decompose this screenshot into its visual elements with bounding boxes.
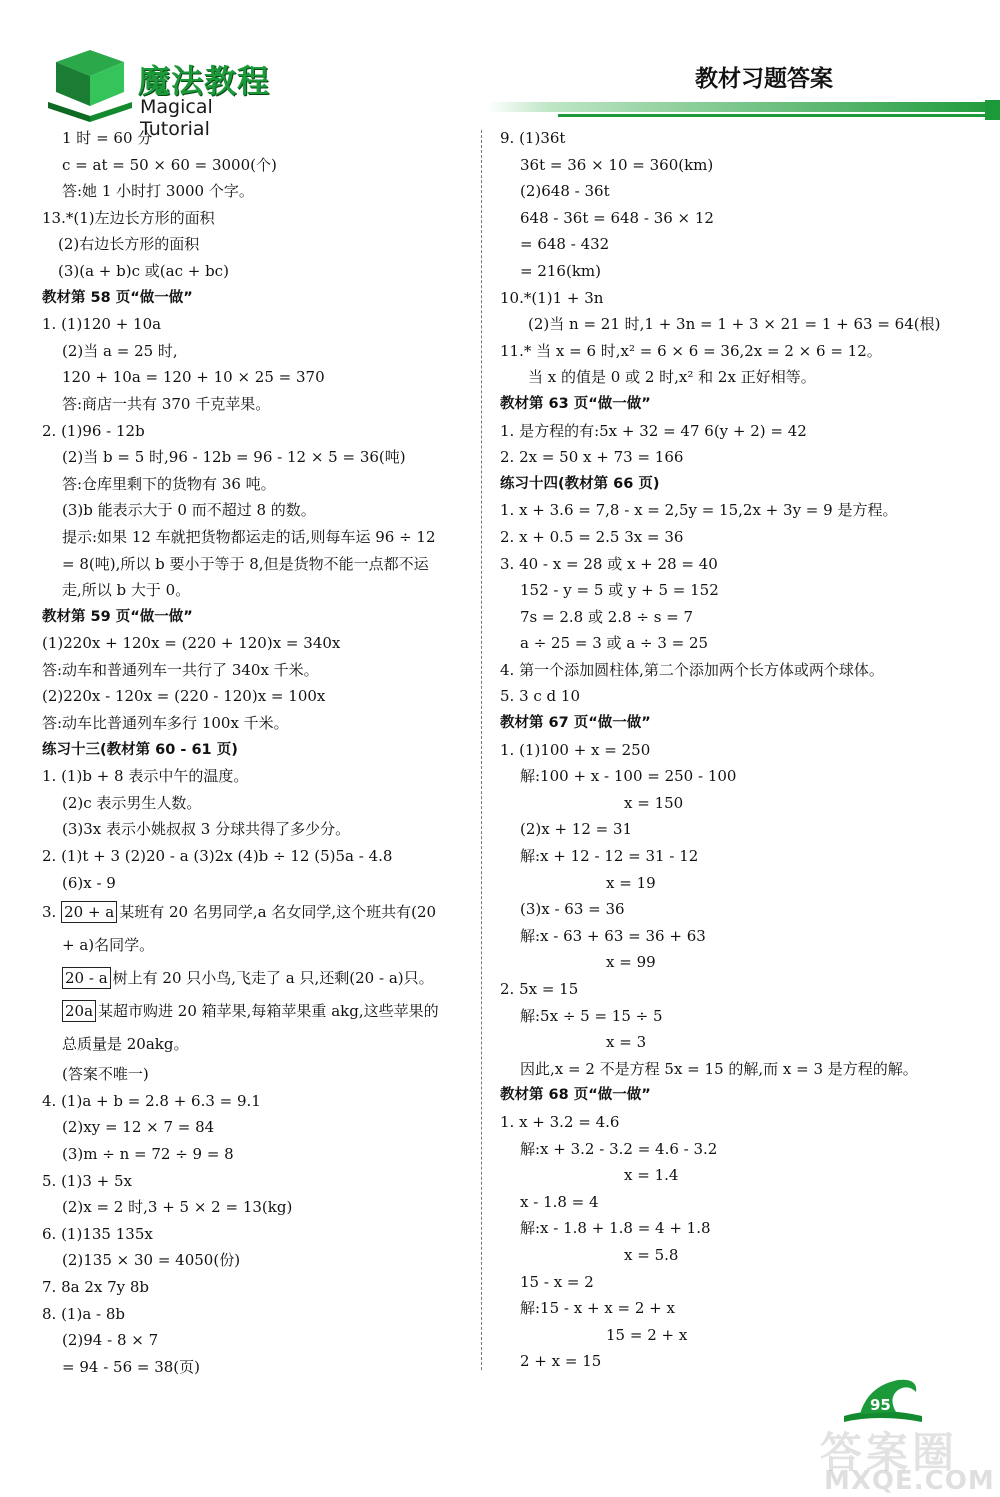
answer-line: = 94 - 56 = 38(页) (62, 1357, 201, 1376)
answer-line: (3)m ÷ n = 72 ÷ 9 = 8 (62, 1145, 234, 1163)
answer-line: 答:仓库里剩下的货物有 36 吨。 (62, 474, 276, 493)
answer-line: (2)当 b = 5 时,96 - 12b = 96 - 12 × 5 = 36(吨) (62, 448, 406, 467)
answer-line: x = 19 (606, 873, 656, 892)
answer-line: 2. x + 0.5 = 2.5 3x = 36 (500, 527, 684, 546)
section-heading: 教材第 63 页“做一做” (500, 395, 651, 412)
answer-line: (3)x - 63 = 36 (520, 900, 625, 919)
answer-line: x = 99 (606, 953, 656, 972)
boxed-expression: 20a (62, 1000, 96, 1022)
answer-line: 8. (1)a - 8b (42, 1304, 126, 1323)
section-heading: 教材第 68 页“做一做” (500, 1087, 651, 1104)
answer-line: 1. (1)b + 8 表示中午的温度。 (42, 767, 249, 786)
section-heading: 练习十三(教材第 60 - 61 页) (42, 741, 238, 758)
answer-line: (2)x + 12 = 31 (520, 820, 633, 839)
answer-line: 1. 是方程的有:5x + 32 = 47 6(y + 2) = 42 (500, 421, 807, 440)
boxed-expression: 20 + a (61, 901, 117, 923)
title-underline-bar (488, 100, 1000, 120)
left-answer-column (42, 125, 467, 1380)
answer-line: (2)220x - 120x = (220 - 120)x = 100x (42, 687, 326, 706)
answer-line: = 216(km) (520, 261, 601, 280)
answer-line: 解:5x ÷ 5 = 15 ÷ 5 (520, 1006, 663, 1025)
answer-line: 答:动车和普通列车一共行了 340x 千米。 (42, 660, 319, 679)
answer-line: 15 = 2 + x (606, 1325, 688, 1344)
answer-line: 解:x + 12 - 12 = 31 - 12 (520, 847, 699, 866)
answer-line: 1 时 = 60 分 (62, 129, 153, 147)
answer-line: (2)x = 2 时,3 + 5 × 2 = 13(kg) (62, 1198, 293, 1217)
answer-line: 1. x + 3.6 = 7,8 - x = 2,5y = 15,2x + 3y = 9 是方程。 (500, 501, 898, 520)
answer-line: 4. 第一个添加圆柱体,第二个添加两个长方体或两个球体。 (500, 660, 884, 679)
answer-line: x = 5.8 (624, 1245, 679, 1264)
watermark-text: 答案圈 (820, 1428, 959, 1477)
answer-line: (3)b 能表示大于 0 而不超过 8 的数。 (62, 501, 316, 520)
answer-line: x = 150 (624, 793, 684, 812)
column-divider (481, 130, 482, 1370)
answer-line: 13.*(1)左边长方形的面积 (42, 208, 215, 227)
answer-line: 1. (1)100 + x = 250 (500, 740, 651, 759)
section-heading: 教材第 59 页“做一做” (42, 608, 193, 625)
answer-line: (2)135 × 30 = 4050(份) (62, 1251, 241, 1270)
section-heading: 教材第 67 页“做一做” (500, 715, 651, 732)
answer-line: 36t = 36 × 10 = 360(km) (520, 155, 714, 174)
answer-line: 解:x + 3.2 - 3.2 = 4.6 - 3.2 (520, 1139, 718, 1158)
answer-line: a ÷ 25 = 3 或 a ÷ 3 = 25 (520, 634, 709, 653)
answer-line: 1. (1)120 + 10a (42, 315, 162, 334)
answer-line: (6)x - 9 (62, 873, 116, 892)
answer-line: x = 3 (606, 1033, 647, 1052)
answer-line: 2. (1)96 - 12b (42, 421, 145, 440)
right-answer-column (500, 125, 980, 1375)
answer-line: (2)c 表示男生人数。 (62, 793, 202, 812)
answer-text: 树上有 20 只小鸟,飞走了 a 只,还剩(20 - a)只。 (112, 969, 434, 988)
answer-line: 答:她 1 小时打 3000 个字。 (62, 182, 254, 201)
answer-line: 解:x - 63 + 63 = 36 + 63 (520, 926, 706, 945)
answer-line: 7s = 2.8 或 2.8 ÷ s = 7 (520, 607, 694, 626)
answer-line: 当 x 的值是 0 或 2 时,x² 和 2x 正好相等。 (528, 368, 816, 387)
page-number: 95 (870, 1396, 891, 1414)
answer-line: = 648 - 432 (520, 235, 610, 254)
answer-line: 因此,x = 2 不是方程 5x = 15 的解,而 x = 3 是方程的解。 (520, 1059, 918, 1078)
answer-line: 答:动车比普通列车多行 100x 千米。 (42, 714, 289, 733)
question-number: 3. (42, 903, 62, 922)
answer-line: 解:100 + x - 100 = 250 - 100 (520, 767, 737, 786)
answer-text: 某超市购进 20 箱苹果,每箱苹果重 akg,这些苹果的 (98, 1002, 439, 1021)
answer-line: (2)648 - 36t (520, 182, 610, 201)
answer-line (42, 995, 467, 1028)
answer-line: 5. 3 c d 10 (500, 687, 581, 706)
answer-line: 2 + x = 15 (520, 1352, 602, 1371)
answer-line: 7. 8a 2x 7y 8b (42, 1277, 150, 1296)
answer-line: (2)当 n = 21 时,1 + 3n = 1 + 3 × 21 = 1 + 63 = 64(根) (528, 315, 941, 334)
book-icon (44, 44, 136, 122)
answer-line: 9. (1)36t (500, 129, 566, 147)
answer-line: 15 - x = 2 (520, 1272, 594, 1291)
answer-line: 2. (1)t + 3 (2)20 - a (3)2x (4)b ÷ 12 (5)5a - 4.8 (42, 847, 393, 866)
answer-line: 总质量是 20akg。 (62, 1035, 189, 1054)
answer-line: 2. 5x = 15 (500, 980, 579, 998)
answer-line: (2)当 a = 25 时, (62, 341, 178, 360)
section-heading: 练习十四(教材第 66 页) (500, 475, 660, 492)
answer-line: (3)(a + b)c 或(ac + bc) (58, 261, 229, 280)
answer-line: 提示:如果 12 车就把货物都运走的话,则每车运 96 ÷ 12 (62, 527, 436, 546)
answer-line: (2)右边长方形的面积 (58, 235, 200, 254)
answer-line: (2)94 - 8 × 7 (62, 1331, 159, 1350)
answer-line: c = at = 50 × 60 = 3000(个) (62, 155, 277, 174)
logo-chinese-text: 魔法教程 (138, 62, 271, 100)
answer-line: 5. (1)3 + 5x (42, 1171, 132, 1190)
answer-line (42, 896, 467, 929)
answer-line: 2. 2x = 50 x + 73 = 166 (500, 448, 684, 467)
answer-line: 答:商店一共有 370 千克苹果。 (62, 394, 271, 413)
answer-line: (2)xy = 12 × 7 = 84 (62, 1118, 215, 1137)
page-title: 教材习题答案 (695, 66, 833, 92)
answer-line: 解:x - 1.8 + 1.8 = 4 + 1.8 (520, 1219, 711, 1238)
boxed-expression: 20 - a (62, 967, 111, 989)
answer-line: 解:15 - x + x = 2 + x (520, 1299, 675, 1318)
answer-line: (答案不唯一) (62, 1065, 149, 1084)
section-heading: 教材第 58 页“做一做” (42, 289, 193, 306)
answer-line: (3)3x 表示小姚叔叔 3 分球共得了多少分。 (62, 820, 351, 839)
answer-line: 648 - 36t = 648 - 36 × 12 (520, 208, 714, 227)
answer-line: 11.* 当 x = 6 时,x² = 6 × 6 = 36,2x = 2 × 6 = 12。 (500, 341, 882, 360)
answer-line: = 8(吨),所以 b 要小于等于 8,但是货物不能一点都不运 (62, 554, 429, 573)
answer-line: 152 - y = 5 或 y + 5 = 152 (520, 581, 719, 600)
answer-line: x - 1.8 = 4 (520, 1192, 599, 1211)
answer-line: 3. 40 - x = 28 或 x + 28 = 40 (500, 554, 718, 573)
logo-english-text: Magical Tutorial (140, 96, 213, 140)
answer-line: (1)220x + 120x = (220 + 120)x = 340x (42, 634, 341, 653)
answer-line: 4. (1)a + b = 2.8 + 6.3 = 9.1 (42, 1091, 261, 1110)
answer-line: 6. (1)135 135x (42, 1224, 153, 1243)
answer-line: 10.*(1)1 + 3n (500, 288, 604, 307)
answer-line: x = 1.4 (624, 1166, 679, 1185)
answer-line: 120 + 10a = 120 + 10 × 25 = 370 (62, 368, 325, 387)
answer-line: + a)名同学。 (62, 936, 155, 955)
answer-text: 某班有 20 名男同学,a 名女同学,这个班共有(20 (119, 903, 437, 922)
answer-line: 1. x + 3.2 = 4.6 (500, 1112, 620, 1131)
watermark-url: MXQE.COM (824, 1466, 995, 1496)
answer-line: 走,所以 b 大于 0。 (62, 581, 191, 600)
answer-line (42, 962, 467, 995)
